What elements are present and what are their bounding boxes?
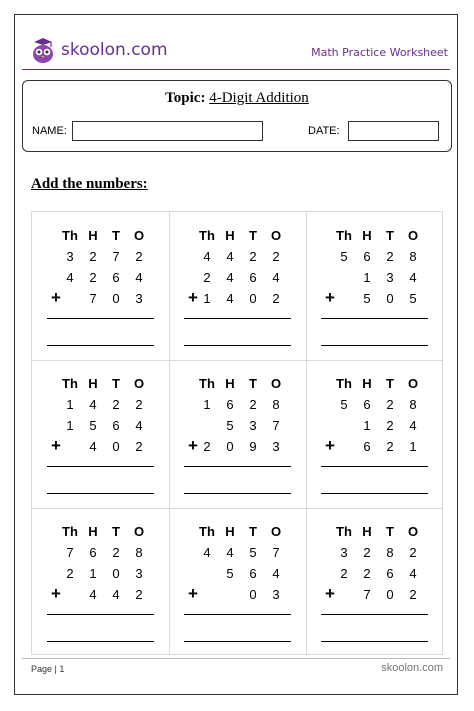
digit: 4 xyxy=(203,249,211,264)
place-value-header xyxy=(306,524,443,542)
answer-line[interactable] xyxy=(184,493,291,494)
place-value-header xyxy=(32,228,169,246)
place-header: Th xyxy=(62,228,78,243)
plus-sign: + xyxy=(188,436,198,455)
place-value-header xyxy=(306,228,443,246)
name-label: NAME: xyxy=(32,125,67,137)
plus-sign: + xyxy=(51,584,61,603)
digit: 2 xyxy=(66,566,74,581)
header-divider xyxy=(22,69,450,70)
digit: 3 xyxy=(135,566,143,581)
place-header: Th xyxy=(336,228,352,243)
answer-line[interactable] xyxy=(184,345,291,346)
sum-line xyxy=(47,466,154,467)
place-value-header xyxy=(169,376,306,394)
digit: 0 xyxy=(386,587,394,602)
addend-row xyxy=(32,270,169,288)
place-header: O xyxy=(407,228,419,243)
problem-cell xyxy=(32,212,169,360)
addend-row xyxy=(169,545,306,563)
digit: 6 xyxy=(249,566,257,581)
place-header: H xyxy=(362,524,372,539)
plus-sign: + xyxy=(325,584,335,603)
digit: 0 xyxy=(386,291,394,306)
place-value-header xyxy=(169,228,306,246)
digit: 6 xyxy=(112,270,120,285)
digit: 6 xyxy=(89,545,97,560)
digit: 1 xyxy=(409,439,417,454)
addend-row xyxy=(32,566,169,584)
place-header: O xyxy=(270,228,282,243)
instruction: Add the numbers: xyxy=(31,176,148,192)
problem-cell xyxy=(169,508,306,656)
page-number: Page | 1 xyxy=(31,664,65,674)
digit: 0 xyxy=(249,587,257,602)
answer-line[interactable] xyxy=(47,345,154,346)
problem-cell xyxy=(169,360,306,508)
digit: 2 xyxy=(249,249,257,264)
digit: 8 xyxy=(409,249,417,264)
digit: 2 xyxy=(272,291,280,306)
digit: 8 xyxy=(272,397,280,412)
digit: 4 xyxy=(135,418,143,433)
footer-divider xyxy=(22,658,450,659)
addend-row xyxy=(32,288,169,309)
place-value-header xyxy=(32,376,169,394)
place-header: O xyxy=(407,376,419,391)
answer-line[interactable] xyxy=(184,641,291,642)
addend-row xyxy=(169,249,306,267)
digit: 8 xyxy=(386,545,394,560)
addend-row xyxy=(306,584,443,605)
place-header: Th xyxy=(62,376,78,391)
place-header: Th xyxy=(336,376,352,391)
digit: 1 xyxy=(203,291,211,306)
place-header: Th xyxy=(199,376,215,391)
addend-row xyxy=(169,418,306,436)
digit: 2 xyxy=(135,439,143,454)
place-header: O xyxy=(133,524,145,539)
digit: 7 xyxy=(66,545,74,560)
sum-line xyxy=(47,318,154,319)
place-header: T xyxy=(386,376,394,391)
digit: 2 xyxy=(272,249,280,264)
digit: 3 xyxy=(66,249,74,264)
addend-row xyxy=(169,397,306,415)
addend-row xyxy=(169,270,306,288)
digit: 6 xyxy=(363,397,371,412)
plus-sign: + xyxy=(51,436,61,455)
place-header: H xyxy=(225,376,235,391)
digit: 9 xyxy=(249,439,257,454)
answer-line[interactable] xyxy=(47,493,154,494)
problem-cell xyxy=(306,212,443,360)
digit: 5 xyxy=(340,397,348,412)
digit: 4 xyxy=(89,397,97,412)
sum-line xyxy=(184,466,291,467)
digit: 2 xyxy=(249,397,257,412)
digit: 7 xyxy=(112,249,120,264)
place-header: O xyxy=(270,524,282,539)
addend-row xyxy=(306,566,443,584)
digit: 3 xyxy=(272,587,280,602)
date-label: DATE: xyxy=(308,125,340,137)
problem-cell xyxy=(32,360,169,508)
digit: 6 xyxy=(249,270,257,285)
digit: 2 xyxy=(386,439,394,454)
digit: 4 xyxy=(226,249,234,264)
digit: 4 xyxy=(89,587,97,602)
place-header: O xyxy=(270,376,282,391)
digit: 2 xyxy=(386,249,394,264)
place-header: T xyxy=(112,376,120,391)
addend-row xyxy=(32,418,169,436)
topic-box xyxy=(22,80,452,152)
place-header: O xyxy=(133,228,145,243)
addend-row xyxy=(306,418,443,436)
digit: 4 xyxy=(135,270,143,285)
plus-sign: + xyxy=(325,288,335,307)
place-header: H xyxy=(362,228,372,243)
digit: 4 xyxy=(272,566,280,581)
date-field[interactable] xyxy=(348,121,439,141)
addend-row xyxy=(32,397,169,415)
digit: 2 xyxy=(409,545,417,560)
digit: 1 xyxy=(66,397,74,412)
place-header: Th xyxy=(62,524,78,539)
digit: 5 xyxy=(226,566,234,581)
addend-row xyxy=(169,288,306,309)
digit: 4 xyxy=(203,545,211,560)
digit: 0 xyxy=(112,291,120,306)
digit: 4 xyxy=(226,270,234,285)
digit: 4 xyxy=(226,291,234,306)
place-header: H xyxy=(225,524,235,539)
problem-cell xyxy=(306,508,443,656)
digit: 3 xyxy=(135,291,143,306)
sum-line xyxy=(184,614,291,615)
place-header: O xyxy=(407,524,419,539)
place-value-header xyxy=(32,524,169,542)
digit: 4 xyxy=(112,587,120,602)
problem-grid xyxy=(31,211,443,655)
digit: 1 xyxy=(203,397,211,412)
digit: 3 xyxy=(340,545,348,560)
footer-site: skoolon.com xyxy=(381,662,443,674)
digit: 2 xyxy=(409,587,417,602)
digit: 4 xyxy=(226,545,234,560)
addend-row xyxy=(306,545,443,563)
place-header: Th xyxy=(199,228,215,243)
digit: 2 xyxy=(112,545,120,560)
digit: 4 xyxy=(409,566,417,581)
answer-line[interactable] xyxy=(321,345,428,346)
digit: 3 xyxy=(272,439,280,454)
digit: 4 xyxy=(409,270,417,285)
sum-line xyxy=(321,318,428,319)
place-header: T xyxy=(249,524,257,539)
topic-title xyxy=(23,90,451,107)
digit: 2 xyxy=(112,397,120,412)
digit: 2 xyxy=(203,270,211,285)
digit: 2 xyxy=(363,545,371,560)
place-value-header xyxy=(169,524,306,542)
digit: 5 xyxy=(249,545,257,560)
digit: 5 xyxy=(226,418,234,433)
digit: 6 xyxy=(112,418,120,433)
digit: 3 xyxy=(386,270,394,285)
addend-row xyxy=(306,436,443,457)
addend-row xyxy=(169,436,306,457)
addend-row xyxy=(306,397,443,415)
digit: 8 xyxy=(409,397,417,412)
digit: 2 xyxy=(386,418,394,433)
digit: 5 xyxy=(409,291,417,306)
place-header: T xyxy=(112,228,120,243)
digit: 7 xyxy=(89,291,97,306)
digit: 4 xyxy=(272,270,280,285)
digit: 4 xyxy=(66,270,74,285)
place-header: T xyxy=(249,376,257,391)
digit: 2 xyxy=(386,397,394,412)
addend-row xyxy=(306,249,443,267)
addend-row xyxy=(306,270,443,288)
problem-cell xyxy=(306,360,443,508)
digit: 2 xyxy=(203,439,211,454)
addend-row xyxy=(32,584,169,605)
digit: 1 xyxy=(363,270,371,285)
plus-sign: + xyxy=(188,584,198,603)
plus-sign: + xyxy=(51,288,61,307)
addend-row xyxy=(169,584,306,605)
place-header: T xyxy=(249,228,257,243)
digit: 1 xyxy=(363,418,371,433)
addend-row xyxy=(32,545,169,563)
place-header: T xyxy=(386,228,394,243)
digit: 1 xyxy=(66,418,74,433)
digit: 7 xyxy=(272,545,280,560)
place-header: H xyxy=(88,228,98,243)
place-header: H xyxy=(88,376,98,391)
brand-name: skoolon.com xyxy=(61,40,168,60)
problem-cell xyxy=(169,212,306,360)
sum-line xyxy=(321,466,428,467)
digit: 2 xyxy=(340,566,348,581)
topic-name: 4-Digit Addition xyxy=(209,90,309,106)
answer-line[interactable] xyxy=(321,641,428,642)
answer-line[interactable] xyxy=(47,641,154,642)
digit: 6 xyxy=(226,397,234,412)
sum-line xyxy=(47,614,154,615)
topic-label: Topic: xyxy=(165,90,206,106)
plus-sign: + xyxy=(188,288,198,307)
problem-cell xyxy=(32,508,169,656)
place-header: H xyxy=(362,376,372,391)
digit: 7 xyxy=(272,418,280,433)
digit: 2 xyxy=(89,270,97,285)
addend-row xyxy=(32,249,169,267)
digit: 3 xyxy=(249,418,257,433)
place-header: T xyxy=(386,524,394,539)
digit: 4 xyxy=(89,439,97,454)
digit: 6 xyxy=(386,566,394,581)
digit: 6 xyxy=(363,439,371,454)
addend-row xyxy=(32,436,169,457)
place-header: Th xyxy=(199,524,215,539)
digit: 0 xyxy=(226,439,234,454)
plus-sign: + xyxy=(325,436,335,455)
sum-line xyxy=(184,318,291,319)
digit: 2 xyxy=(89,249,97,264)
place-header: O xyxy=(133,376,145,391)
place-value-header xyxy=(306,376,443,394)
digit: 0 xyxy=(112,439,120,454)
digit: 7 xyxy=(363,587,371,602)
place-header: H xyxy=(88,524,98,539)
digit: 5 xyxy=(363,291,371,306)
digit: 8 xyxy=(135,545,143,560)
addend-row xyxy=(306,288,443,309)
sum-line xyxy=(321,614,428,615)
worksheet-subtitle: Math Practice Worksheet xyxy=(311,46,448,59)
place-header: H xyxy=(225,228,235,243)
digit: 5 xyxy=(340,249,348,264)
digit: 0 xyxy=(112,566,120,581)
digit: 2 xyxy=(135,587,143,602)
owl-logo-icon xyxy=(30,36,56,64)
addend-row xyxy=(169,566,306,584)
digit: 0 xyxy=(249,291,257,306)
place-header: Th xyxy=(336,524,352,539)
digit: 2 xyxy=(135,249,143,264)
place-header: T xyxy=(112,524,120,539)
digit: 4 xyxy=(409,418,417,433)
answer-line[interactable] xyxy=(321,493,428,494)
digit: 5 xyxy=(89,418,97,433)
digit: 1 xyxy=(89,566,97,581)
name-field[interactable] xyxy=(72,121,263,141)
digit: 2 xyxy=(363,566,371,581)
digit: 2 xyxy=(135,397,143,412)
digit: 6 xyxy=(363,249,371,264)
